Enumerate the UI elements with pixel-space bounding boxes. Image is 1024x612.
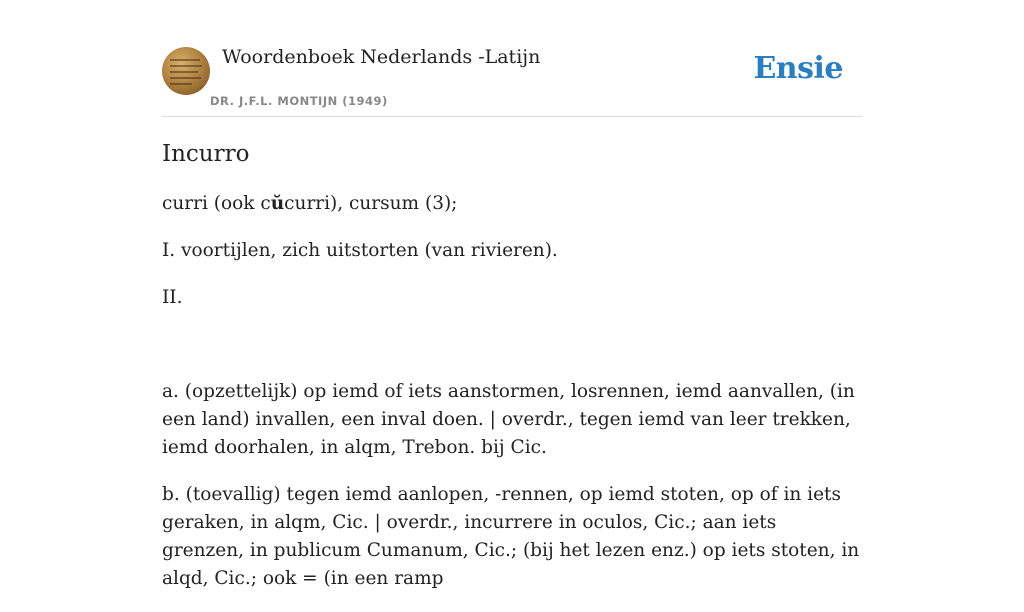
- ensie-brand-link[interactable]: Ensie: [753, 51, 843, 86]
- book-author: DR. J.F.L. MONTIJN (1949): [210, 94, 388, 108]
- sense-1: I. voortijlen, zich uitstorten (van rivieren).: [162, 240, 558, 261]
- entry-title: Incurro: [162, 141, 250, 167]
- sense-spacer: [162, 331, 862, 359]
- coin-logo-icon[interactable]: [162, 47, 210, 95]
- site-header: [162, 40, 862, 117]
- forms-prefix: curri (ook c: [162, 193, 271, 214]
- book-title[interactable]: Woordenboek Nederlands -Latijn: [222, 46, 541, 68]
- sense-2a: a. (opzettelijk) op iemd of iets aanstormen, losrennen, iemd aanvallen, (in een land) invallen, een inval doen. | overdr., tegen iemd van leer trekken, iemd doorhalen, in alqm, Trebon. bij Cic.: [162, 381, 855, 458]
- sense-2b: b. (toevallig) tegen iemd aanlopen, -rennen, op iemd stoten, op of in iets geraken, in alqm, Cic. | overdr., incurrere in oculos, Cic.; aan iets grenzen, in publicum Cumanum, Cic.; (bij het lezen enz.) op iets stoten, in alqd, Cic.; ook = (in een ramp: [162, 484, 860, 589]
- entry-forms: [162, 190, 862, 218]
- sense-2-heading: II.: [162, 287, 183, 308]
- entry-content: [162, 138, 862, 612]
- forms-bold-letter: ŭ: [270, 193, 285, 214]
- forms-suffix: curri), cursum (3);: [284, 193, 458, 214]
